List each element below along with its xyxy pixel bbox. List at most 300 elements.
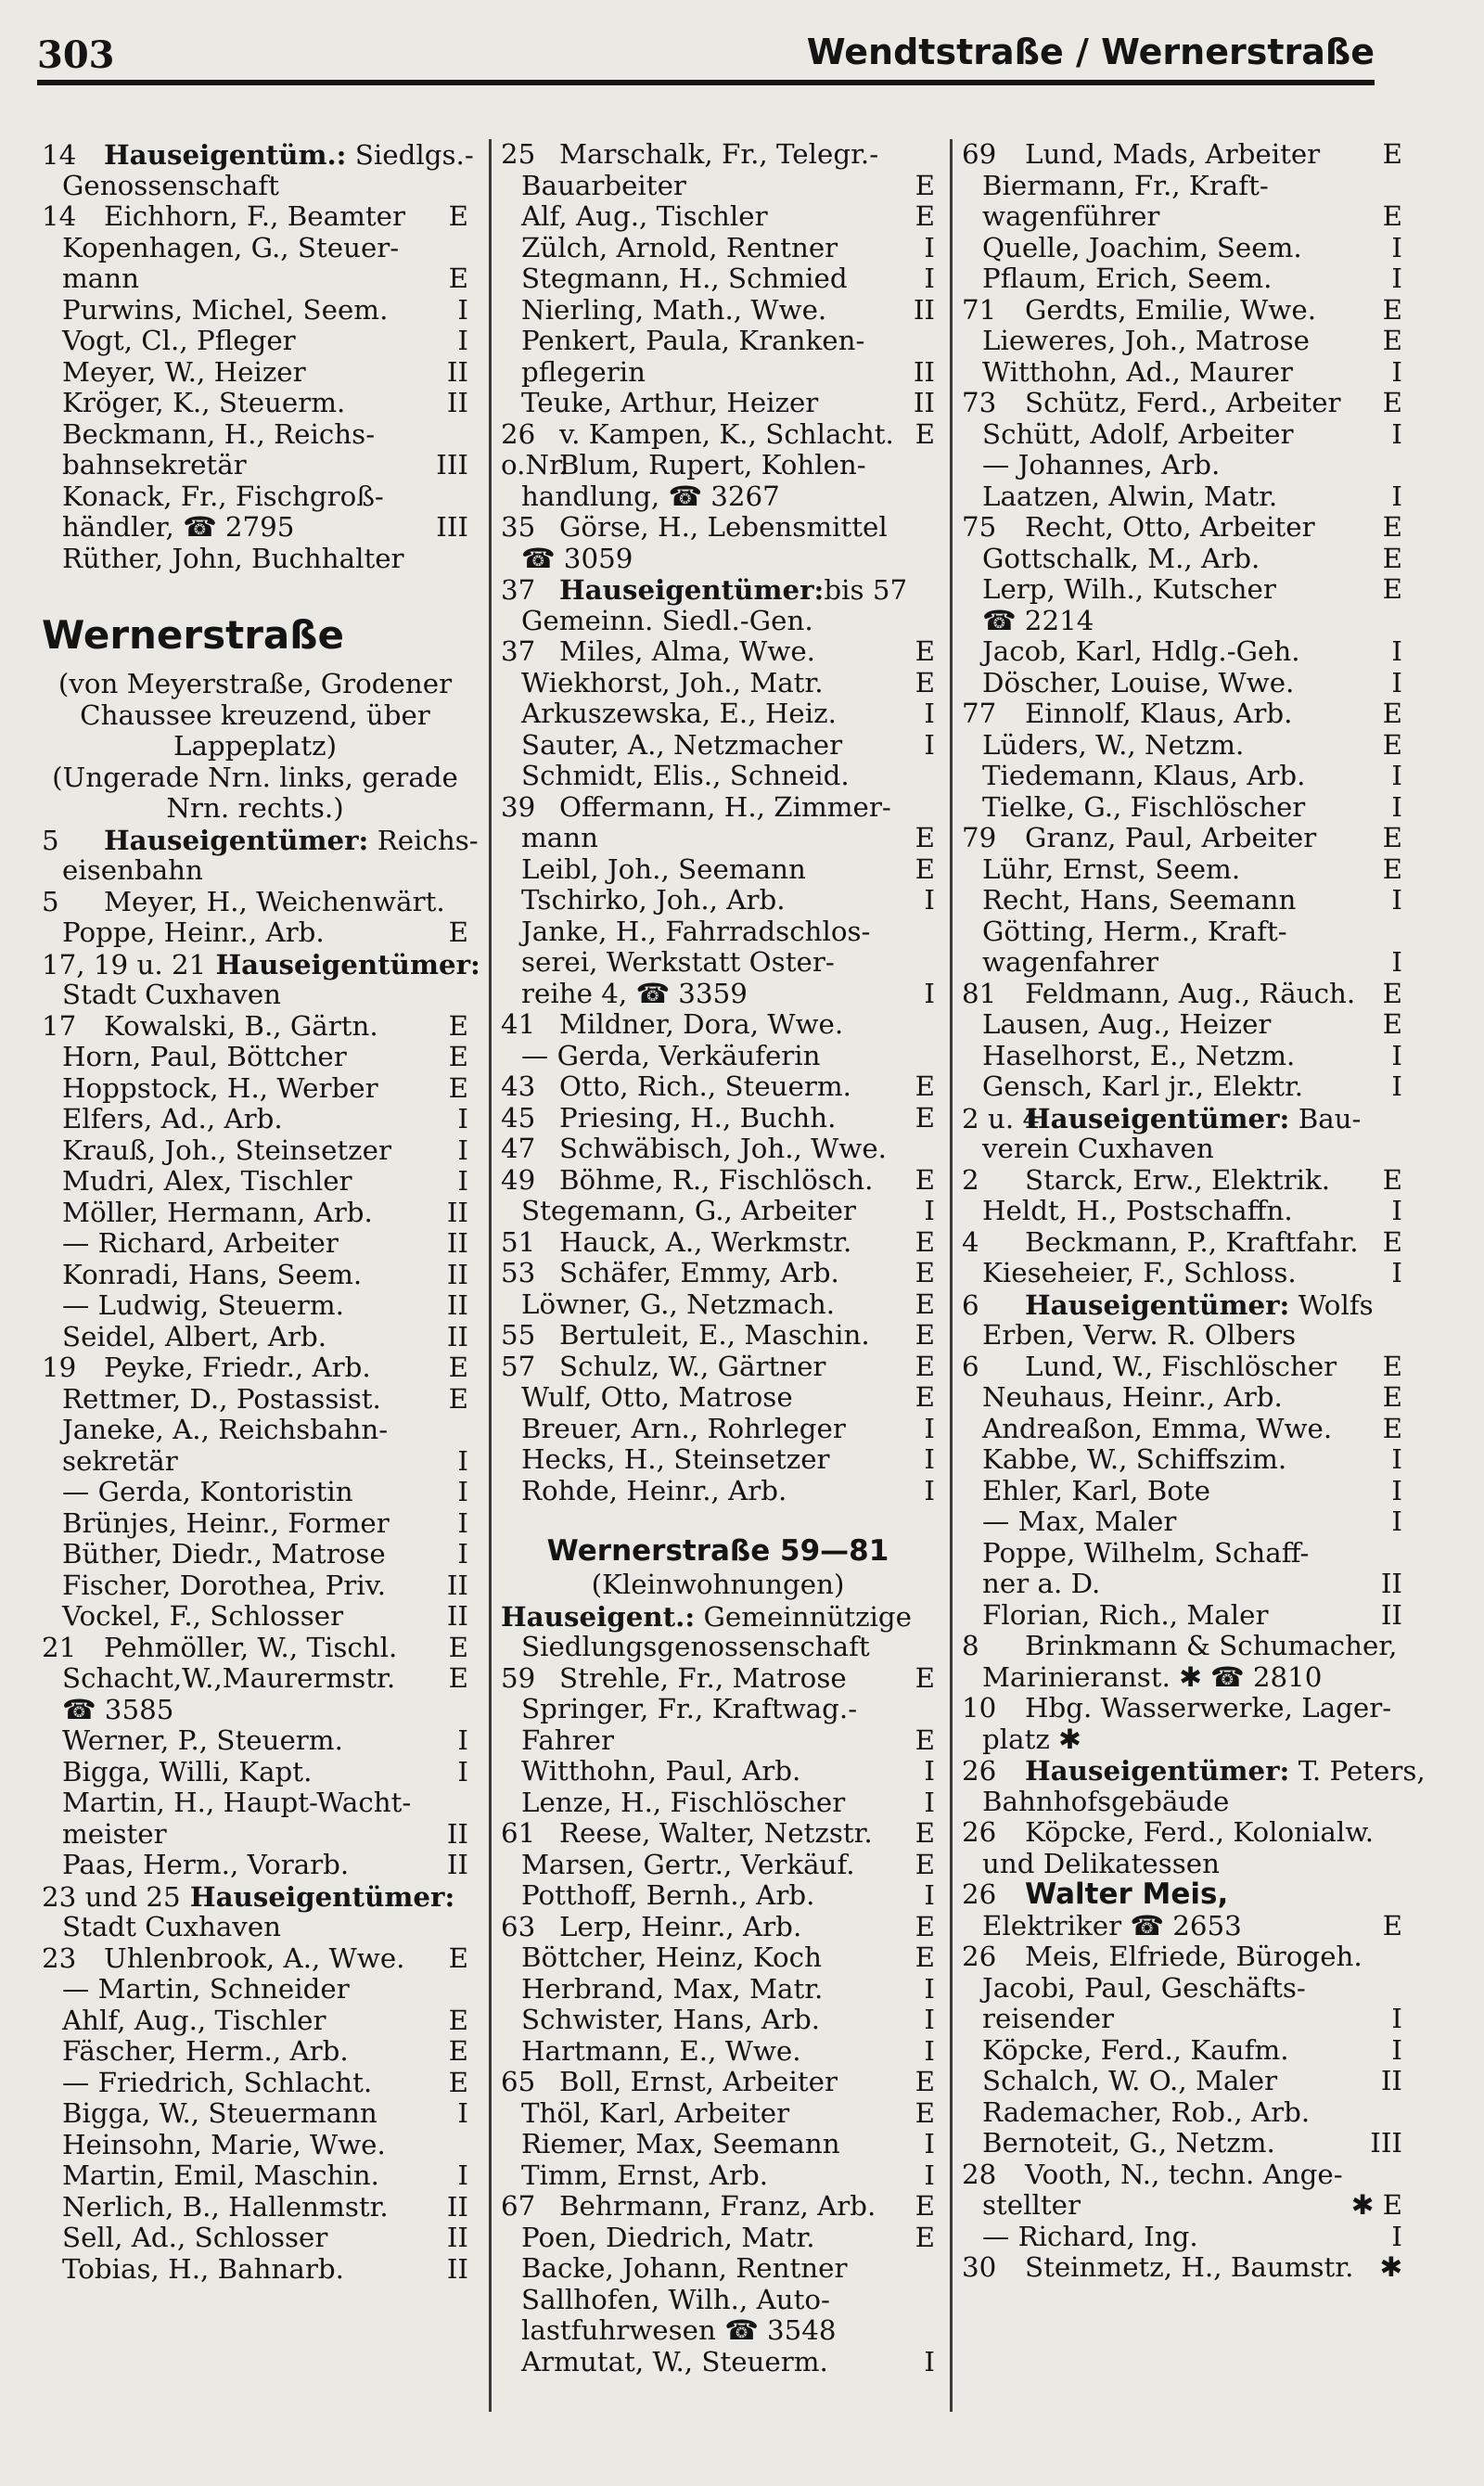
owner-label: Hauseigentümer: (206, 947, 480, 980)
column-divider (489, 139, 492, 2412)
entry-name: Schmidt, Elis., Schneid. (521, 760, 850, 791)
floor-marker: I (924, 2345, 935, 2377)
entry-name: Pflaum, Erich, Seem. (982, 263, 1273, 294)
entry-text (42, 2130, 468, 2161)
entry-continuation (962, 2066, 1402, 2097)
entry-name: Blum, Rupert, Kohlen- (559, 449, 866, 481)
entry-text (42, 481, 468, 513)
entry-text (559, 1663, 910, 1695)
house-number: 26 (962, 1878, 997, 1910)
directory-entry (962, 1103, 1402, 1134)
entry-text (42, 1104, 452, 1135)
floor-marker: E (915, 1848, 935, 1880)
entry-continuation (42, 171, 468, 202)
floor-marker: E (915, 169, 935, 201)
entry-text (42, 326, 452, 357)
entry-name: Erben, Verw. R. Olbers (982, 1319, 1297, 1351)
entry-continuation (501, 1632, 935, 1663)
entry-name: handlung, ☎ 3267 (521, 480, 780, 512)
floor-marker: I (457, 1476, 468, 1507)
entry-continuation (42, 1198, 468, 1229)
entry-text (42, 2223, 441, 2254)
directory-entry (501, 1352, 935, 1383)
floor-marker: II (913, 387, 935, 418)
directory-entry (962, 1165, 1402, 1197)
floor-marker: I (457, 1165, 468, 1197)
entry-name: Starck, Erw., Elektrik. (1025, 1163, 1331, 1196)
entry-name: Feldmann, Aug., Räuch. (1025, 977, 1356, 1009)
entry-continuation (42, 419, 468, 451)
entry-text (559, 1227, 910, 1259)
entry-text (501, 263, 918, 295)
floor-marker: I (1391, 884, 1402, 916)
directory-entry (501, 139, 935, 171)
entry-continuation (962, 668, 1402, 699)
entry-text (962, 1196, 1386, 1227)
entry-text (962, 2222, 1386, 2253)
entry-name: Fäscher, Herm., Arb. (62, 2035, 349, 2067)
entry-name: meister (62, 1817, 167, 1850)
entry-continuation (962, 916, 1402, 948)
house-number: 26 (501, 417, 536, 450)
entry-name: ner a. D. (982, 1568, 1101, 1599)
entry-text (501, 1444, 918, 1476)
entry-name: Gensch, Karl jr., Elektr. (982, 1070, 1304, 1102)
entry-name: Arkuszewska, E., Heiz. (521, 698, 837, 729)
floor-marker: E (1382, 822, 1402, 853)
entry-continuation (42, 450, 468, 481)
entry-text (1025, 1227, 1377, 1259)
house-number: o.Nr. (501, 449, 569, 481)
entry-text (501, 1694, 935, 1725)
page-header-title: Wendtstraße / Wernerstraße (806, 32, 1375, 72)
house-number: 43 (501, 1070, 536, 1102)
entry-text (962, 2004, 1386, 2035)
entry-text (559, 636, 910, 668)
entry-name: Poppe, Heinr., Arb. (62, 916, 325, 948)
house-number: 73 (962, 387, 997, 418)
entry-continuation (501, 761, 935, 792)
entry-continuation (501, 2253, 935, 2285)
house-number: 35 (501, 511, 536, 543)
entry-name: Kröger, K., Steuerm. (62, 387, 346, 418)
entry-text (1025, 512, 1377, 544)
entry-name: Lenze, H., Fischlöscher (521, 1786, 846, 1818)
entry-name: Gottschalk, M., Arb. (982, 542, 1260, 574)
house-number: 19 (42, 1352, 77, 1383)
entry-name: — Gerda, Kontoristin (62, 1476, 353, 1507)
entry-text (501, 1880, 918, 1912)
entry-continuation (42, 1446, 468, 1478)
entry-name: Hartmann, E., Wwe. (521, 2034, 801, 2067)
directory-entry (501, 419, 935, 451)
entry-continuation (42, 1912, 468, 1943)
floor-marker: E (915, 822, 935, 853)
entry-continuation (962, 1258, 1402, 1289)
entry-continuation (962, 2004, 1402, 2035)
entry-continuation (42, 2005, 468, 2037)
entry-name: Otto, Rich., Steuerm. (559, 1070, 851, 1102)
entry-text (501, 916, 935, 948)
entry-continuation (42, 1601, 468, 1633)
entry-name: Schacht,W.,Maurermstr. (62, 1662, 396, 1694)
entry-text (1025, 1631, 1402, 1662)
entry-text (962, 2097, 1402, 2129)
entry-text (501, 1788, 918, 1819)
entry-continuation (501, 1414, 935, 1445)
house-number: 14 (42, 139, 77, 171)
entry-continuation (962, 357, 1402, 389)
entry-text (559, 450, 935, 481)
house-number: 4 (962, 1225, 979, 1258)
entry-text (559, 1134, 935, 1165)
entry-name: Siedlgs.- (346, 139, 474, 171)
entry-continuation (42, 481, 468, 513)
entry-name: Herbrand, Max, Matr. (521, 1972, 824, 2005)
entry-text (501, 979, 918, 1010)
directory-entry (962, 979, 1402, 1010)
entry-name: mann (62, 263, 139, 294)
entry-continuation (42, 1663, 468, 1695)
page-number: 303 (37, 33, 115, 77)
entry-name: Elfers, Ad., Arb. (62, 1103, 283, 1134)
entry-name: Rademacher, Rob., Arb. (982, 2095, 1311, 2128)
owner-label: Hauseigentümer: (1025, 1754, 1290, 1787)
entry-text (501, 2129, 918, 2160)
entry-continuation (501, 2129, 935, 2160)
entry-text (1025, 1693, 1402, 1724)
entry-text (42, 171, 468, 202)
floor-marker: E (448, 263, 468, 294)
entry-name: Schulz, W., Gärtner (559, 1350, 826, 1382)
entry-name: sekretär (62, 1444, 178, 1477)
street-description (501, 1570, 935, 1601)
entry-text (42, 357, 441, 389)
entry-name: Möller, Hermann, Arb. (62, 1196, 373, 1228)
floor-marker: E (915, 635, 935, 667)
entry-name: Recht, Otto, Arbeiter (1025, 511, 1315, 543)
entry-name: Hoppstock, H., Werber (62, 1071, 378, 1104)
entry-text (42, 1788, 468, 1819)
entry-text (42, 1322, 441, 1353)
entry-continuation (501, 2347, 935, 2378)
entry-continuation (501, 979, 935, 1010)
entry-continuation (501, 698, 935, 730)
floor-marker: II (446, 1600, 468, 1632)
directory-entry (962, 698, 1402, 730)
entry-name: Schwäbisch, Joh., Wwe. (559, 1133, 887, 1164)
entry-name: Bertuleit, E., Maschin. (559, 1319, 870, 1351)
entry-text (962, 1320, 1402, 1352)
entry-continuation (962, 1600, 1402, 1632)
directory-entry (501, 1663, 935, 1695)
entry-continuation (42, 1260, 468, 1291)
entry-continuation (501, 201, 935, 233)
floor-marker: I (1391, 480, 1402, 512)
floor-marker: E (448, 1382, 468, 1415)
entry-name: Vooth, N., techn. Ange- (1025, 2158, 1343, 2190)
entry-continuation (962, 1196, 1402, 1227)
house-number: 2 u. 4 (962, 1102, 1041, 1134)
directory-entry (501, 2067, 935, 2098)
floor-marker: E (915, 1070, 935, 1102)
entry-continuation (501, 1694, 935, 1725)
floor-marker: E (1382, 1225, 1402, 1258)
floor-marker: E (915, 2190, 935, 2222)
entry-name: Bigga, W., Steuermann (62, 2097, 377, 2129)
entry-continuation (501, 326, 935, 357)
entry-continuation (962, 792, 1402, 824)
entry-name: Tobias, H., Bahnarb. (62, 2252, 344, 2285)
entry-text (42, 1135, 452, 1167)
entry-name: Riemer, Max, Seemann (521, 2128, 840, 2159)
entry-name: ☎ 2214 (982, 604, 1094, 636)
entry-text (42, 1198, 441, 1229)
entry-continuation (42, 2160, 468, 2192)
entry-text (104, 1011, 443, 1043)
entry-name: Vogt, Cl., Pfleger (62, 325, 296, 356)
house-number: 30 (962, 2251, 997, 2283)
entry-text (1025, 1352, 1377, 1383)
entry-name: Büther, Diedr., Matrose (62, 1538, 386, 1570)
floor-marker: E (915, 1817, 935, 1849)
directory-entry (962, 2252, 1402, 2284)
owner-label: Hauseigent.: (501, 1599, 696, 1633)
entry-name: — Gerda, Verkäuferin (521, 1039, 821, 1071)
entry-name: Bigga, Willi, Kapt. (62, 1755, 313, 1788)
entry-name: Seidel, Albert, Arb. (62, 1320, 327, 1352)
entry-continuation (962, 1662, 1402, 1694)
floor-marker: E (1382, 1350, 1402, 1382)
street-description (42, 669, 468, 700)
floor-marker: E (448, 1662, 468, 1694)
entry-continuation (501, 1382, 935, 1414)
entry-continuation (962, 636, 1402, 668)
entry-name: platz ✱ (982, 1723, 1081, 1755)
entry-text (1025, 2159, 1402, 2191)
house-number: 81 (962, 977, 997, 1009)
entry-name: Löwner, G., Netzmach. (521, 1288, 836, 1320)
entry-text (42, 1663, 443, 1695)
entry-name: Offermann, H., Zimmer- (559, 790, 891, 823)
entry-name: — Ludwig, Steuerm. (62, 1289, 344, 1321)
floor-marker: E (448, 1071, 468, 1104)
floor-marker: I (924, 231, 935, 263)
entry-text (42, 1073, 443, 1105)
entry-continuation (42, 855, 468, 887)
entry-name: Gemeinn. Siedl.-Gen. (521, 604, 813, 636)
entry-text (962, 2035, 1386, 2067)
floor-marker: I (1391, 946, 1402, 978)
entry-continuation (962, 450, 1402, 481)
entry-continuation (501, 1196, 935, 1227)
directory-entry (501, 1912, 935, 1943)
entry-continuation (962, 1444, 1402, 1476)
owner-label: Hauseigentümer: (104, 823, 369, 856)
entry-text (42, 1042, 443, 1073)
directory-entry (42, 947, 480, 980)
entry-name: Poppe, Wilhelm, Schaff- (982, 1536, 1310, 1569)
entry-text (501, 295, 908, 327)
floor-marker: E (915, 2096, 935, 2129)
entry-text (1025, 295, 1377, 327)
entry-continuation (42, 326, 468, 357)
floor-marker: E (1382, 1008, 1402, 1040)
directory-entry (962, 1289, 1402, 1321)
owner-label: Hauseigentümer: (559, 573, 825, 606)
entry-continuation (962, 481, 1402, 513)
house-number: 10 (962, 1692, 997, 1724)
entry-name: Bau- (1289, 1102, 1362, 1134)
entry-text (42, 1570, 441, 1602)
entry-name: Krauß, Joh., Steinsetzer (62, 1134, 391, 1166)
description-text: Nrn. rechts.) (166, 792, 344, 824)
directory-entry (501, 450, 935, 481)
entry-name: bis 57 (824, 574, 908, 606)
entry-text (559, 792, 935, 824)
entry-continuation (501, 2005, 935, 2036)
directory-column-3 (962, 138, 1426, 2284)
floor-marker: E (915, 200, 935, 232)
entry-text (42, 2160, 452, 2192)
entry-text (962, 1569, 1375, 1600)
entry-name: Uhlenbrook, A., Wwe. (104, 1941, 405, 1974)
entry-continuation (962, 2097, 1402, 2129)
entry-name: Lühr, Ernst, Seem. (982, 852, 1241, 885)
directory-entry (501, 1165, 935, 1197)
entry-text (42, 949, 480, 981)
entry-name: Beckmann, H., Reichs- (62, 417, 376, 450)
house-number: 5 (42, 885, 59, 917)
entry-name: Heinsohn, Marie, Wwe. (62, 2128, 386, 2160)
floor-marker: E (915, 1661, 935, 1694)
entry-continuation (501, 668, 935, 699)
floor-marker: II (446, 1258, 468, 1290)
entry-name: Bauarbeiter (521, 169, 686, 201)
entry-name: Konradi, Hans, Seem. (62, 1258, 363, 1290)
floor-marker: I (1391, 760, 1402, 791)
entry-name: Eichhorn, F., Beamter (104, 200, 405, 232)
directory-entry (962, 139, 1402, 171)
directory-entry (962, 1227, 1402, 1259)
entry-text (1025, 1289, 1402, 1322)
floor-marker: E (1382, 1163, 1402, 1196)
directory-entry (962, 1817, 1402, 1849)
house-number: 21 (42, 1631, 77, 1663)
entry-name: — Martin, Schneider (62, 1973, 350, 2005)
entry-continuation (42, 1104, 468, 1135)
entry-text (559, 2067, 910, 2098)
entry-text (501, 668, 910, 699)
floor-marker: I (457, 1755, 468, 1788)
floor-marker: I (457, 2097, 468, 2129)
house-number: 55 (501, 1319, 536, 1351)
entry-text (962, 1787, 1402, 1818)
entry-name: v. Kampen, K., Schlacht. (559, 417, 894, 450)
floor-marker: I (1391, 263, 1402, 294)
entry-text (42, 2036, 443, 2068)
entry-continuation (42, 388, 468, 419)
floor-marker: II (913, 355, 935, 388)
floor-marker: II (446, 2222, 468, 2253)
entry-name: Stegemann, G., Arbeiter (521, 1195, 856, 1226)
entry-name: Neuhaus, Heinr., Arb. (982, 1381, 1283, 1413)
entry-continuation (42, 980, 468, 1011)
entry-continuation (42, 1725, 468, 1757)
entry-text (42, 1757, 452, 1788)
floor-marker: I (1391, 417, 1402, 450)
entry-continuation (42, 2098, 468, 2130)
floor-marker: E (1382, 698, 1402, 729)
entry-continuation (42, 1508, 468, 1540)
entry-name: händler, ☎ 2795 (62, 511, 295, 543)
entry-text (962, 1444, 1386, 1476)
entry-name: Lerp, Wilh., Kutscher (982, 573, 1276, 605)
floor-marker: I (457, 1724, 468, 1756)
entry-name: — Richard, Ing. (982, 2220, 1198, 2252)
entry-text (501, 885, 918, 916)
house-number: 65 (501, 2066, 536, 2097)
entry-name: Thöl, Karl, Arbeiter (521, 2096, 790, 2129)
entry-text (559, 1258, 910, 1289)
entry-text (1025, 1103, 1402, 1135)
entry-name: reisender (982, 2003, 1115, 2034)
owner-label: Hauseigentümer: (1025, 1101, 1290, 1134)
entry-text (42, 1695, 468, 1726)
floor-marker: I (457, 1103, 468, 1134)
entry-continuation (962, 1538, 1402, 1570)
floor-marker: II (446, 2190, 468, 2223)
house-number: 2 (962, 1163, 979, 1196)
entry-continuation (42, 1788, 468, 1819)
entry-text (104, 887, 468, 918)
entry-name: Konack, Fr., Fischgroß- (62, 480, 384, 512)
floor-marker: E (1382, 977, 1402, 1009)
house-number: 6 (962, 1350, 979, 1382)
entry-text (962, 885, 1386, 916)
directory-entry (501, 1320, 935, 1352)
entry-name: — Max, Maler (982, 1506, 1177, 1537)
entry-text (559, 419, 910, 451)
entry-continuation (501, 1444, 935, 1476)
entry-name: Kabbe, W., Schiffszim. (982, 1443, 1287, 1475)
entry-continuation (42, 1073, 468, 1105)
floor-marker: E (915, 1381, 935, 1413)
floor-marker: E (448, 1009, 468, 1042)
entry-text (501, 698, 918, 730)
description-text: Chaussee kreuzend, über (80, 698, 430, 731)
floor-marker: E (448, 2066, 468, 2098)
directory-entry (962, 1941, 1402, 1973)
entry-name: Quelle, Joachim, Seem. (982, 231, 1302, 263)
entry-name: Ahlf, Aug., Tischler (62, 2004, 326, 2036)
house-number: 23 und 25 (42, 1880, 181, 1913)
entry-continuation (962, 1506, 1402, 1538)
entry-continuation (42, 1042, 468, 1073)
directory-entry (962, 1352, 1402, 1383)
entry-name: Peyke, Friedr., Arb. (104, 1352, 371, 1383)
entry-name: Gemeinnützige (695, 1600, 913, 1633)
entry-text (501, 2160, 918, 2192)
entry-continuation (42, 2130, 468, 2161)
entry-text (962, 730, 1377, 762)
entry-continuation (501, 2223, 935, 2254)
house-number: 71 (962, 293, 997, 326)
entry-text (962, 1476, 1386, 1507)
entry-text (1025, 2252, 1374, 2284)
entry-continuation (501, 357, 935, 389)
entry-text (501, 2005, 918, 2036)
